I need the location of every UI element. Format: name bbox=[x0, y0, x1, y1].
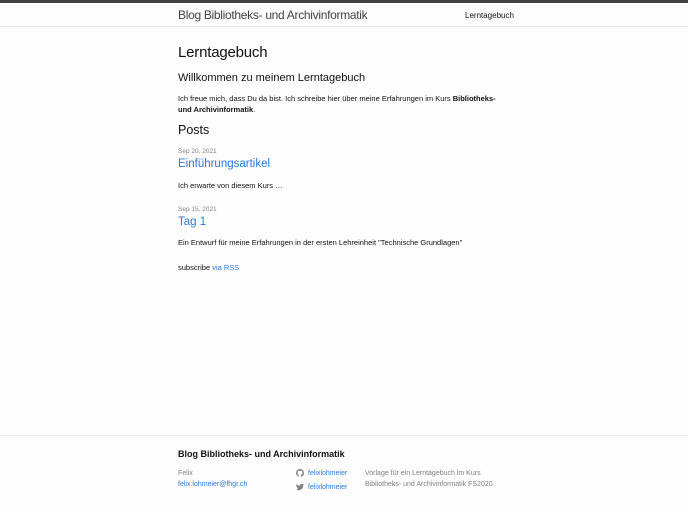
intro-text: Ich freue mich, dass Du da bist. Ich schreibe hier über meine Erfahrungen im Kurs bbox=[178, 94, 453, 103]
intro-suffix: . bbox=[253, 105, 256, 114]
subscribe-line bbox=[178, 263, 239, 272]
twitter-icon bbox=[296, 483, 304, 491]
welcome-heading: Willkommen zu meinem Lerntagebuch bbox=[178, 72, 366, 84]
page-title: Lerntagebuch bbox=[178, 44, 268, 61]
twitter-username: felixlohmeier bbox=[308, 483, 348, 491]
post-excerpt: Ich erwarte von diesem Kurs … bbox=[178, 181, 283, 190]
intro-course-name: Bibliotheks- und Archivinformatik bbox=[178, 94, 496, 114]
footer-contact bbox=[178, 468, 247, 490]
footer-description: Vorlage für ein Lerntagebuch im Kurs Bibliotheks- und Archivinformatik FS2020 bbox=[365, 470, 493, 488]
footer-author-name: Felix bbox=[178, 470, 193, 477]
footer-social bbox=[296, 467, 347, 495]
intro-paragraph bbox=[178, 93, 508, 115]
post-date: Sep 20, 2021 bbox=[178, 148, 217, 155]
post-date: Sep 15, 2021 bbox=[178, 206, 217, 213]
github-link[interactable] bbox=[296, 467, 347, 479]
github-username: felixlohmeier bbox=[308, 469, 348, 477]
site-footer bbox=[0, 435, 688, 512]
github-icon bbox=[296, 469, 304, 477]
subscribe-label: subscribe bbox=[178, 263, 213, 272]
nav-link-lerntagebuch[interactable]: Lerntagebuch bbox=[465, 11, 514, 20]
twitter-link[interactable] bbox=[296, 481, 347, 493]
post-title-link[interactable]: Tag 1 bbox=[178, 216, 207, 228]
posts-heading: Posts bbox=[178, 123, 210, 137]
footer-email-link[interactable]: felix.lohmeier@fhgr.ch bbox=[178, 481, 248, 488]
site-title-link[interactable]: Blog Bibliotheks- und Archivinformatik bbox=[178, 8, 368, 22]
post-title-link[interactable]: Einführungsartikel bbox=[178, 158, 271, 170]
post-excerpt: Ein Entwurf für meine Erfahrungen in der ersten Lehreinheit "Technische Grundlagen" bbox=[178, 238, 463, 247]
footer-title: Blog Bibliotheks- und Archivinformatik bbox=[178, 449, 345, 459]
site-header bbox=[0, 3, 688, 27]
rss-link[interactable]: via RSS bbox=[212, 263, 240, 272]
main-content bbox=[178, 44, 508, 272]
